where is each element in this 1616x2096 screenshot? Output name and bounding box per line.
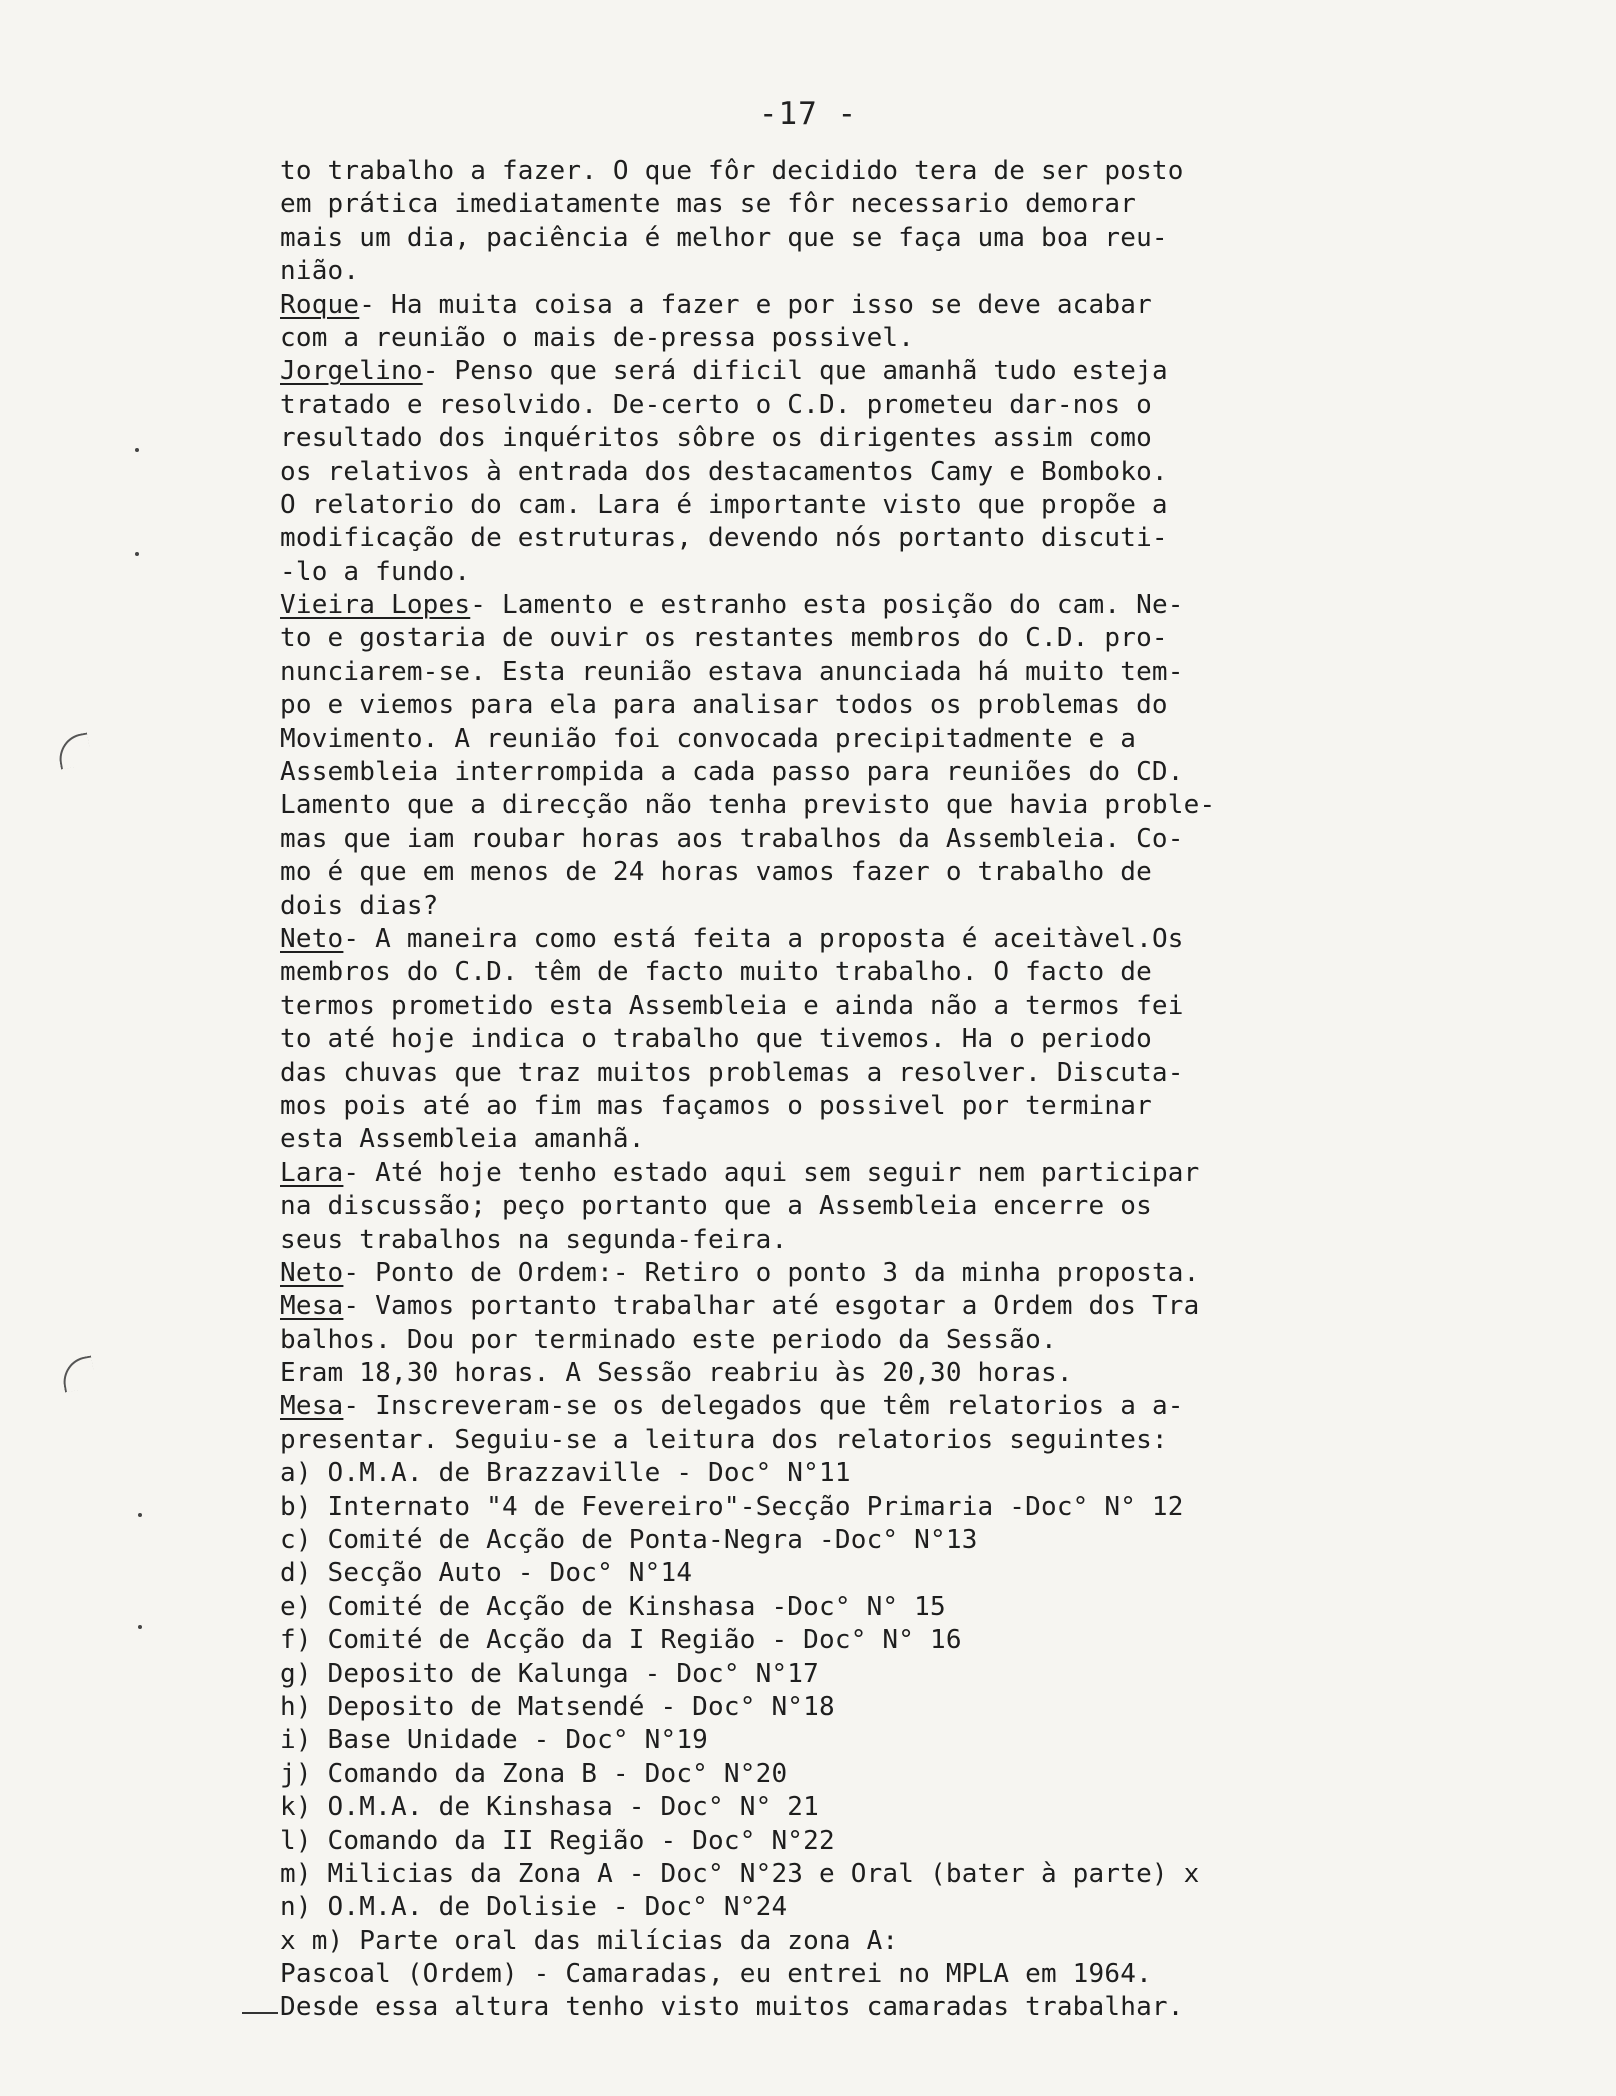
speaker-line bbox=[280, 1257, 1440, 1290]
list-item: g) Deposito de Kalunga - Doc° N°17 bbox=[280, 1658, 820, 1689]
text-line: das chuvas que traz muitos problemas a resolver. Discuta- bbox=[280, 1057, 1184, 1088]
paragraph bbox=[280, 923, 1440, 1157]
text-line: mais um dia, paciência é melhor que se faça uma boa reu- bbox=[280, 222, 1168, 253]
list-item: j) Comando da Zona B - Doc° N°20 bbox=[280, 1758, 788, 1789]
text-line: com a reunião o mais de-pressa possivel. bbox=[280, 322, 915, 353]
closing-section bbox=[280, 1925, 1440, 2025]
text-line: Assembleia interrompida a cada passo para reuniões do CD. bbox=[280, 757, 1184, 788]
speaker-name: Jorgelino bbox=[280, 356, 423, 387]
speaker-text: - Penso que será dificil que amanhã tudo esteja bbox=[422, 356, 1168, 387]
speaker-name: Neto bbox=[280, 923, 344, 954]
speaker-line bbox=[280, 923, 1440, 956]
paragraph bbox=[280, 1290, 1440, 1357]
paragraph bbox=[280, 589, 1440, 923]
speaker-line bbox=[280, 355, 1440, 388]
list-item: b) Internato "4 de Fevereiro"-Secção Primaria -Doc° N° 12 bbox=[280, 1491, 1184, 1522]
text-line: presentar. Seguiu-se a leitura dos relatorios seguintes: bbox=[280, 1424, 1168, 1455]
margin-dot bbox=[138, 1625, 142, 1629]
text-line: Pascoal (Ordem) - Camaradas, eu entrei no MPLA em 1964. bbox=[280, 1959, 1152, 1990]
list-item: e) Comité de Acção de Kinshasa -Doc° N° 15 bbox=[280, 1591, 946, 1622]
list-item: f) Comité de Acção da I Região - Doc° N° 16 bbox=[280, 1625, 962, 1656]
text-line: -lo a fundo. bbox=[280, 556, 471, 587]
page-number: -17 - bbox=[758, 96, 858, 132]
speaker-name: Vieira Lopes bbox=[280, 590, 471, 621]
list-item: n) O.M.A. de Dolisie - Doc° N°24 bbox=[280, 1892, 788, 1923]
speaker-line bbox=[280, 589, 1440, 622]
text-line: to e gostaria de ouvir os restantes membros do C.D. pro- bbox=[280, 623, 1168, 654]
speaker-text: - Lamento e estranho esta posição do cam. Ne- bbox=[470, 590, 1184, 621]
text-line: dois dias? bbox=[280, 890, 439, 921]
speaker-line bbox=[280, 1157, 1440, 1190]
speaker-text: - Vamos portanto trabalhar até esgotar a Ordem dos Tra bbox=[343, 1291, 1200, 1322]
text-line: nunciarem-se. Esta reunião estava anunciada há muito tem- bbox=[280, 656, 1184, 687]
speaker-line bbox=[280, 1390, 1440, 1423]
text-line: modificação de estruturas, devendo nós portanto discuti- bbox=[280, 523, 1168, 554]
document-body bbox=[280, 155, 1440, 2025]
paragraph bbox=[280, 1390, 1440, 1457]
speaker-text: - Até hoje tenho estado aqui sem seguir nem participar bbox=[343, 1157, 1200, 1188]
speaker-text: - A maneira como está feita a proposta é aceitàvel.Os bbox=[343, 923, 1184, 954]
text-line: Movimento. A reunião foi convocada precipitadmente e a bbox=[280, 723, 1137, 754]
text-line: esta Assembleia amanhã. bbox=[280, 1124, 645, 1155]
text-line: tratado e resolvido. De-certo o C.D. prometeu dar-nos o bbox=[280, 389, 1152, 420]
speaker-name: Lara bbox=[280, 1157, 344, 1188]
list-item: h) Deposito de Matsendé - Doc° N°18 bbox=[280, 1691, 835, 1722]
paragraph bbox=[280, 289, 1440, 356]
text-line: membros do C.D. têm de facto muito trabalho. O facto de bbox=[280, 957, 1152, 988]
paragraph bbox=[280, 1257, 1440, 1290]
text-line: O relatorio do cam. Lara é importante visto que propõe a bbox=[280, 489, 1168, 520]
text-line: to trabalho a fazer. O que fôr decidido tera de ser posto bbox=[280, 156, 1184, 186]
paragraph bbox=[280, 355, 1440, 589]
text-line: mos pois até ao fim mas façamos o possivel por terminar bbox=[280, 1090, 1152, 1121]
speaker-line bbox=[280, 1290, 1440, 1323]
paragraph bbox=[280, 1357, 1440, 1390]
margin-dot bbox=[135, 448, 139, 452]
text-line: termos prometido esta Assembleia e ainda não a termos fei bbox=[280, 990, 1184, 1021]
text-line: balhos. Dou por terminado este periodo da Sessão. bbox=[280, 1324, 1057, 1355]
speaker-line bbox=[280, 289, 1440, 322]
reports-list bbox=[280, 1457, 1440, 1924]
margin-dot bbox=[135, 552, 139, 556]
speaker-text: - Ponto de Ordem:- Retiro o ponto 3 da minha proposta. bbox=[343, 1257, 1200, 1288]
paragraph bbox=[280, 155, 1440, 289]
paragraph bbox=[280, 1157, 1440, 1257]
speaker-name: Mesa bbox=[280, 1391, 344, 1422]
text-line: resultado dos inquéritos sôbre os dirigentes assim como bbox=[280, 423, 1152, 454]
speaker-name: Roque bbox=[280, 289, 360, 320]
text-line: mo é que em menos de 24 horas vamos fazer o trabalho de bbox=[280, 857, 1152, 888]
list-item: l) Comando da II Região - Doc° N°22 bbox=[280, 1825, 835, 1856]
text-line: Desde essa altura tenho visto muitos camaradas trabalhar. bbox=[280, 1992, 1184, 2023]
speaker-text: - Ha muita coisa a fazer e por isso se deve acabar bbox=[359, 289, 1152, 320]
list-item: m) Milicias da Zona A - Doc° N°23 e Oral (bater à parte) x bbox=[280, 1858, 1200, 1889]
speaker-name: Mesa bbox=[280, 1291, 344, 1322]
text-line: Eram 18,30 horas. A Sessão reabriu às 20,30 horas. bbox=[280, 1358, 1073, 1389]
text-line: na discussão; peço portanto que a Assembleia encerre os bbox=[280, 1191, 1152, 1222]
margin-dash-mark bbox=[242, 2012, 278, 2014]
text-line: po e viemos para ela para analisar todos os problemas do bbox=[280, 690, 1168, 721]
text-line: mas que iam roubar horas aos trabalhos da Assembleia. Co- bbox=[280, 823, 1184, 854]
text-line: em prática imediatamente mas se fôr necessario demorar bbox=[280, 189, 1137, 220]
list-item: i) Base Unidade - Doc° N°19 bbox=[280, 1725, 709, 1756]
list-item: a) O.M.A. de Brazzaville - Doc° N°11 bbox=[280, 1458, 851, 1489]
text-line: os relativos à entrada dos destacamentos Camy e Bomboko. bbox=[280, 456, 1168, 487]
speaker-text: - Inscreveram-se os delegados que têm relatorios a a- bbox=[343, 1391, 1184, 1422]
text-line: seus trabalhos na segunda-feira. bbox=[280, 1224, 788, 1255]
text-line: Lamento que a direcção não tenha previsto que havia proble- bbox=[280, 790, 1216, 821]
list-item: d) Secção Auto - Doc° N°14 bbox=[280, 1558, 693, 1589]
text-line: nião. bbox=[280, 256, 360, 287]
margin-hole-mark bbox=[55, 732, 92, 769]
text-line: x m) Parte oral das milícias da zona A: bbox=[280, 1925, 899, 1956]
list-item: k) O.M.A. de Kinshasa - Doc° N° 21 bbox=[280, 1792, 820, 1823]
speaker-name: Neto bbox=[280, 1257, 344, 1288]
margin-hole-mark bbox=[59, 1355, 96, 1392]
margin-dot bbox=[138, 1513, 142, 1517]
text-line: to até hoje indica o trabalho que tivemos. Ha o periodo bbox=[280, 1024, 1152, 1055]
list-item: c) Comité de Acção de Ponta-Negra -Doc° N°13 bbox=[280, 1525, 978, 1556]
